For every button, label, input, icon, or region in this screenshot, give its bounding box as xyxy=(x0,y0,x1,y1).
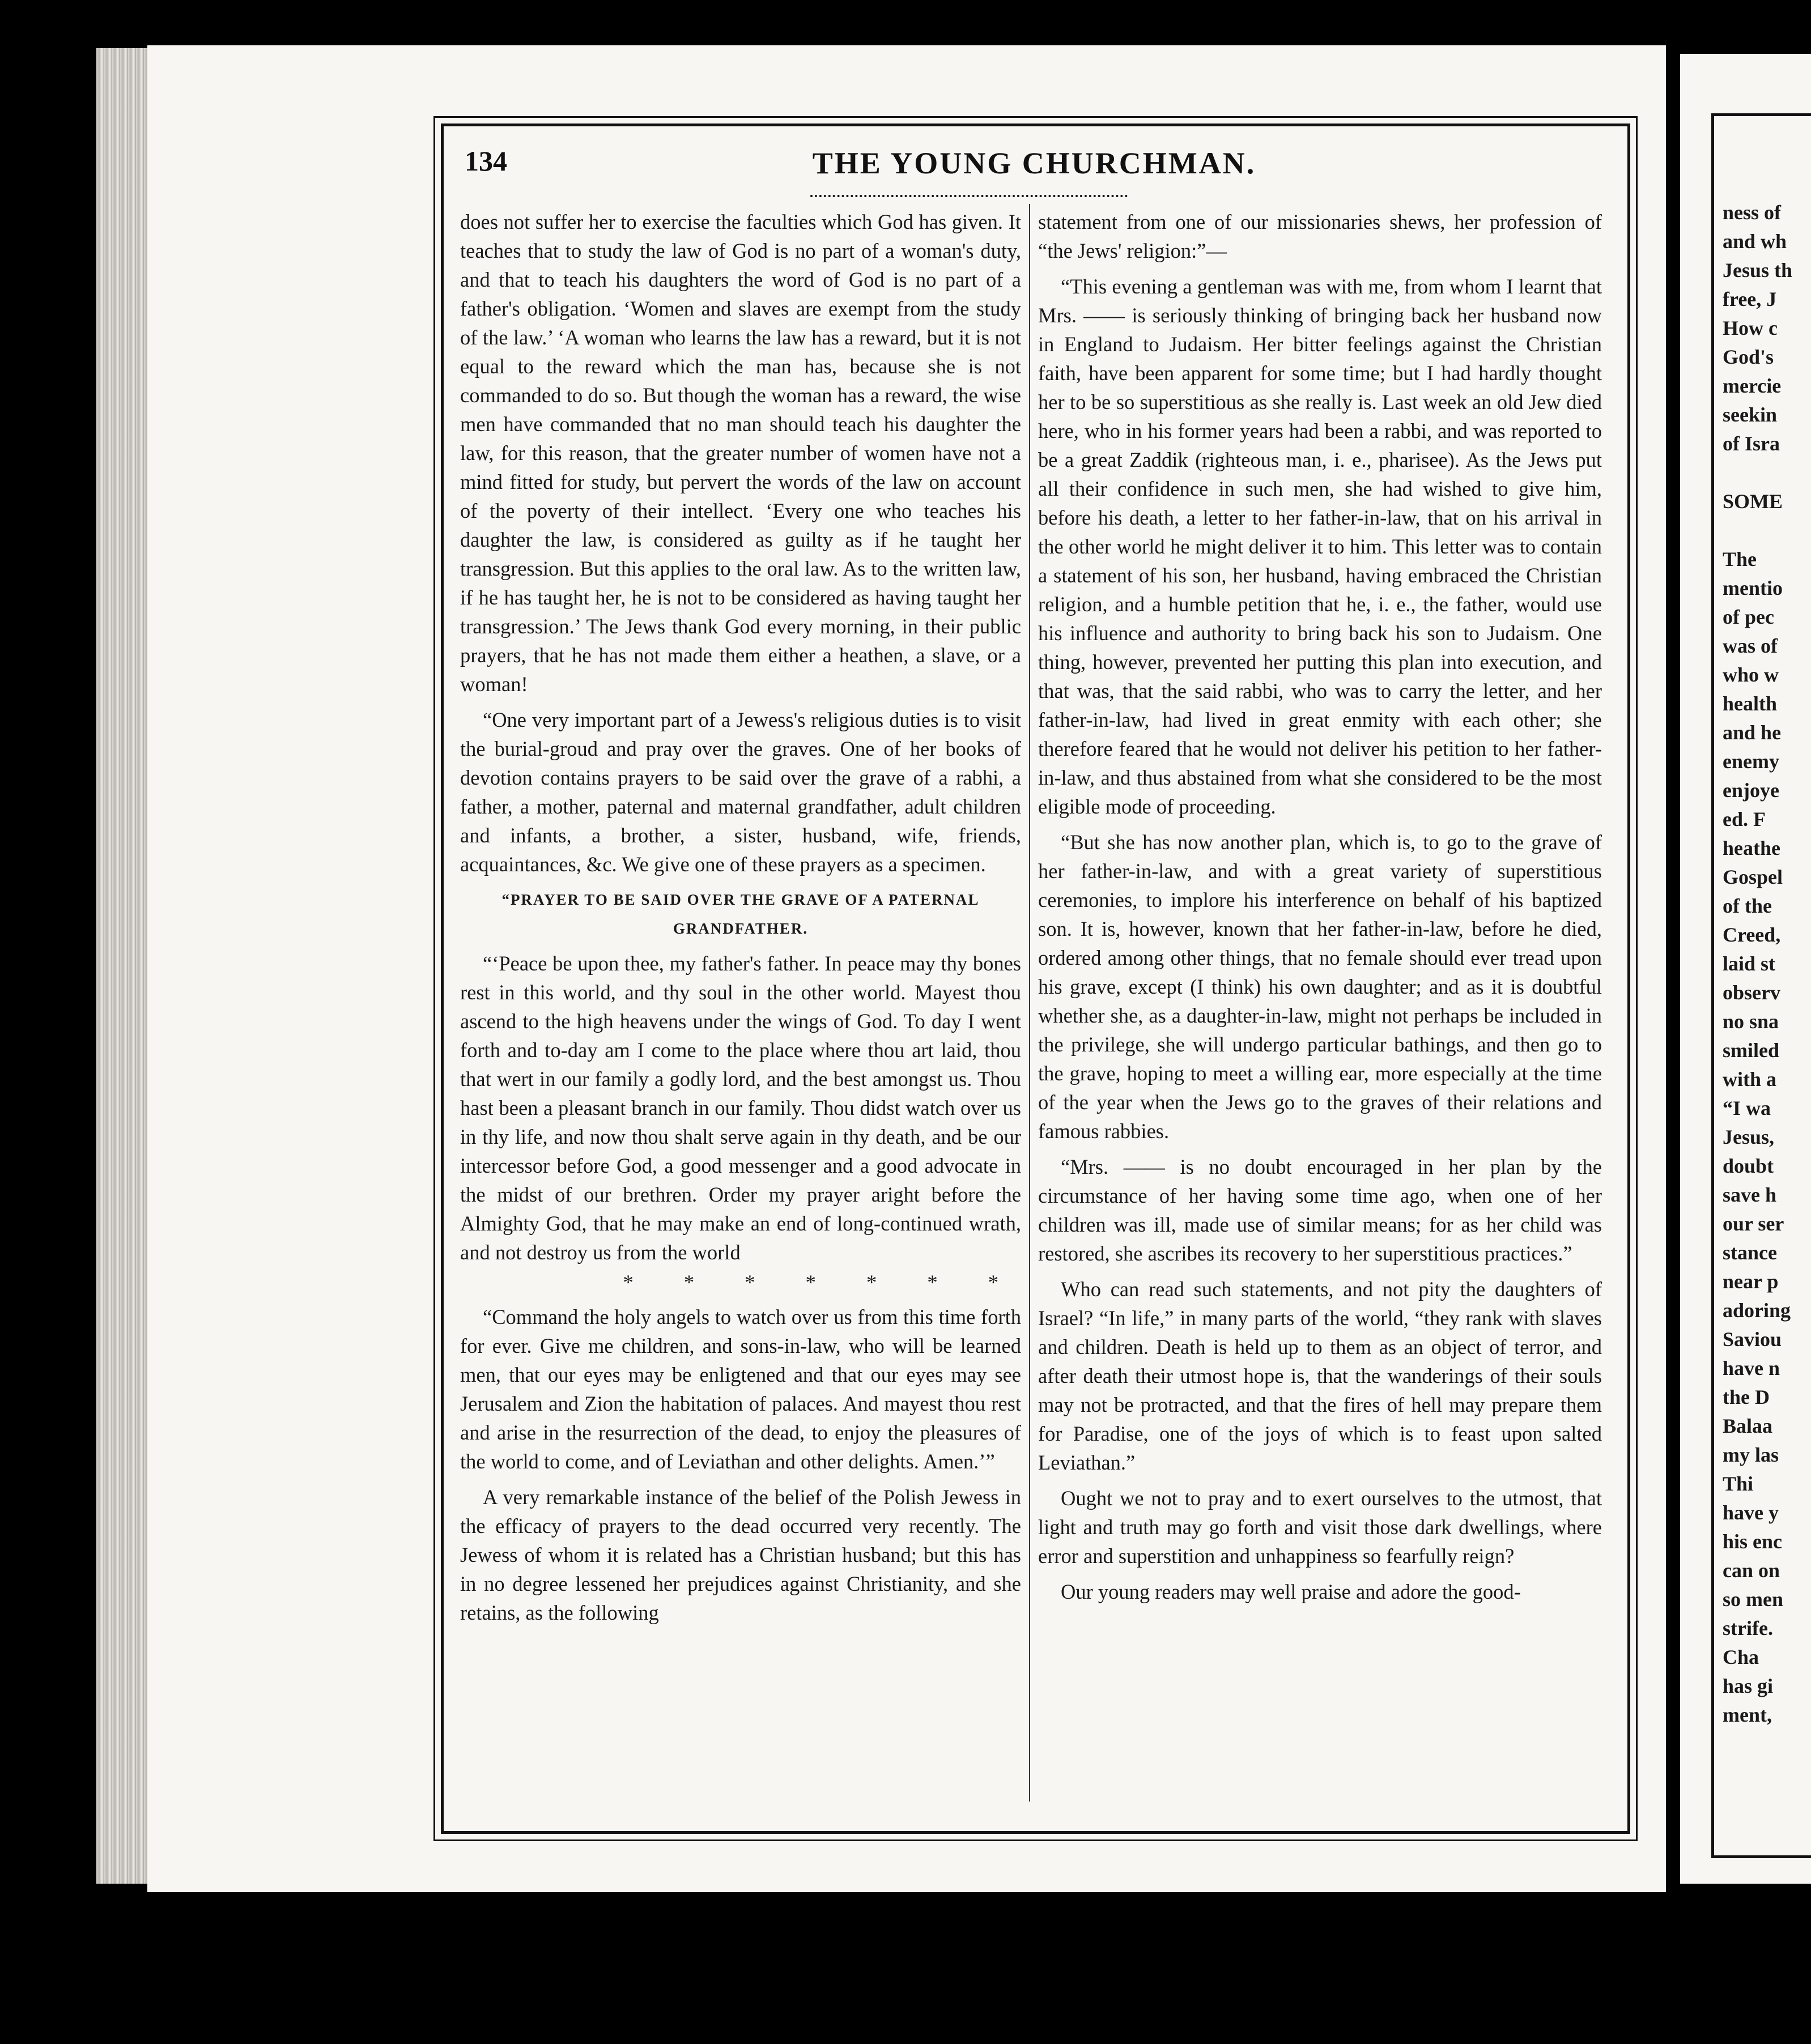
facing-line: free, J xyxy=(1723,288,1777,310)
facing-line: Saviou xyxy=(1723,1328,1782,1351)
paragraph: “But she has now another plan, which is, to go to the grave of her father-in-law, and with a great variety of superstitious ceremonies, to implore his interference on behalf of his baptized son. It is, however, known that her father-in-law, before he died, ordered among other things, that no female should ever tread upon his grave, except (I think) his own daughter; and as it is doubtful whether she, as a daughter-in-law, might not perhaps be included in the privilege, she will undergo particular bathings, and then go to the grave, hoping to meet a willing ear, more especially at the time of the year when the Jews go to the graves of their relations and famous rabbies. xyxy=(1038,831,1602,1143)
facing-line: our ser xyxy=(1723,1212,1784,1235)
facing-line: ness of xyxy=(1723,201,1782,224)
facing-line xyxy=(1723,516,1811,545)
facing-line: God's xyxy=(1723,346,1774,368)
facing-line: laid st xyxy=(1723,952,1776,975)
facing-line: has gi xyxy=(1723,1675,1774,1697)
facing-line: no sna xyxy=(1723,1010,1779,1033)
facing-page-text xyxy=(1723,198,1811,1730)
paragraph: “Command the holy angels to watch over us from this time forth for ever. Give me children, and sons-in-law, who will be learned men, that our eyes may be enligtened and that our eyes may see Jerusalem and Zion the habitation of palaces. And mayest thou rest and arise in the resurrection of the dead, to enjoy the pleasures of the world to come, and of Leviathan and other delights. Amen.’” xyxy=(460,1305,1021,1473)
facing-line: and wh xyxy=(1723,230,1787,253)
paragraph: “Mrs. —— is no doubt encouraged in her plan by the circumstance of her having some time ago, when one of her children was ill, made use of similar means; for as her child was restored, she ascribes its recovery to her superstitious practices.” xyxy=(1038,1155,1602,1265)
right-column xyxy=(1038,207,1602,1805)
facing-line: was of xyxy=(1723,635,1778,657)
facing-line: Creed, xyxy=(1723,923,1781,946)
prayer-heading: “PRAYER TO BE SAID OVER THE GRAVE OF A PATERNAL GRANDFATHER. xyxy=(501,891,980,937)
facing-line: Cha xyxy=(1723,1646,1759,1668)
facing-line: “I wa xyxy=(1723,1097,1771,1119)
paragraph: A very remarkable instance of the belief of the Polish Jewess in the efficacy of prayers to the dead occurred very recently. The Jewess of whom it is related has a Christian husband; but this has in no degree lessened her prejudices against Christianity, and she retains, as the following xyxy=(460,1485,1021,1624)
facing-line: Thi xyxy=(1723,1472,1754,1495)
facing-line: his enc xyxy=(1723,1530,1783,1553)
facing-line: observ xyxy=(1723,981,1780,1004)
facing-line: mercie xyxy=(1723,374,1782,397)
facing-line: Balaa xyxy=(1723,1415,1773,1437)
facing-line: Jesus, xyxy=(1723,1126,1775,1148)
paragraph: “‘Peace be upon thee, my father's father. In peace may thy bones rest in this world, and thy soul in the other world. Mayest thou ascend to the high heavens under the wings of God. To day I went forth and to-day am I come to the place where thou art laid, thou that wert in our family a godly lord, and the best amongst us. Thou hast been a pleasant branch in our family. Thou didst watch over us in thy life, and now thou shalt serve again in thy death, and be our intercessor before God, a good messenger and a good advocate in the midst of our brethren. Order my prayer aright before the Almighty God, that he may make an end of long-continued wrath, and not destroy us from the world xyxy=(460,952,1021,1264)
facing-line: my las xyxy=(1723,1443,1779,1466)
paragraph: “This evening a gentleman was with me, from whom I learnt that Mrs. —— is seriously thinking of bringing back her husband now in England to Judaism. Her bitter feelings against the Christian faith, have been apparent for some time; but I had hardly thought her to be so superstitious as she really is. Last week an old Jew died here, who in his former years had been a rabbi, and was reported to be a great Zaddik (righteous man, i. e., pharisee). As the Jews put all their confidence in such men, she had wished to give him, before his death, a letter to her father-in-law, that on his arrival in the other world he might deliver it to him. This letter was to contain a statement of his son, her husband, having embraced the Christian religion, and a humble petition that he, i. e., the father, would use his influence and authority to bring back his son to Judaism. One thing, however, prevented her putting this plan into execution, and that was, that the said rabbi, who was to carry the letter, and her father-in-law, had lived in great enmity with each other; she therefore feared that he would not deliver his petition to her father-in-law, and thus abstained from what she considered to be the most eligible mode of proceeding. xyxy=(1038,275,1602,818)
facing-line: the D xyxy=(1723,1386,1770,1408)
facing-line: who w xyxy=(1723,663,1779,686)
paragraph: does not suffer her to exercise the faculties which God has given. It teaches that to study the law of God is no part of a woman's duty, and that to teach his daughters the word of God is no part of a father's obligation. ‘Women and slaves are exempt from the study of the law.’ ‘A woman who learns the law has a reward, but it is not equal to the reward which the man has, because she is not commanded to do so. But though the woman has a reward, the wise men have commanded that no man should teach his daughter the law, for this reason, that the greater number of women have not a mind fitted for study, but pervert the words of the law on account of the poverty of their intellect. ‘Every one who teaches his daughter the law, is considered as guilty as if he taught her transgression. But this applies to the oral law. As to the written law, if he has taught her, he is not to be considered as having taught her transgression.’ The Jews thank God every morning, in their public prayers, that he has not made them either a heathen, a slave, or a woman! xyxy=(460,210,1021,696)
facing-line: with a xyxy=(1723,1068,1777,1091)
facing-line: doubt xyxy=(1723,1155,1774,1177)
facing-line: have y xyxy=(1723,1501,1779,1524)
facing-line: health xyxy=(1723,692,1778,715)
left-column xyxy=(460,207,1021,1805)
page-number: 134 xyxy=(465,145,507,177)
facing-line: Gospel xyxy=(1723,866,1783,888)
paragraph: Ought we not to pray and to exert ourselves to the utmost, that light and truth may go forth and visit those dark dwellings, where error and superstition and unhappiness so fearfully reign? xyxy=(1038,1487,1602,1568)
header-ornament xyxy=(810,187,1128,197)
facing-line: smiled xyxy=(1723,1039,1780,1062)
facing-line: enemy xyxy=(1723,750,1779,773)
paragraph: Who can read such statements, and not pity the daughters of Israel? “In life,” in many parts of the world, “they rank with slaves and children. Death is held up to them as an object of terror, and after death their utmost hope is, that the wanderings of their souls may not be protracted, and that the fires of hell may prepare them for Paradise, one of the joys of which is to feast upon salted Leviathan.” xyxy=(1038,1278,1602,1474)
facing-line: of Isra xyxy=(1723,432,1780,455)
facing-line xyxy=(1723,458,1811,487)
facing-line: ed. F xyxy=(1723,808,1766,831)
facing-line: adoring xyxy=(1723,1299,1791,1322)
facing-line: of pec xyxy=(1723,606,1774,628)
facing-line: have n xyxy=(1723,1357,1780,1379)
facing-line: Jesus th xyxy=(1723,259,1793,282)
paragraph: “One very important part of a Jewess's religious duties is to visit the burial-groud and pray over the graves. One of her books of devotion contains prayers to be said over the grave of a rabhi, a father, a mother, paternal and maternal grandfather, adult children and infants, a brother, a sister, husband, wife, friends, acquaintances, &c. We give one of these prayers as a specimen. xyxy=(460,708,1021,876)
facing-line: The xyxy=(1723,548,1757,570)
facing-line: SOME xyxy=(1723,490,1783,513)
facing-line: save h xyxy=(1723,1183,1777,1206)
facing-line: near p xyxy=(1723,1270,1779,1293)
facing-line: so men xyxy=(1723,1588,1783,1611)
facing-line: heathe xyxy=(1723,837,1780,859)
facing-line: strife. xyxy=(1723,1617,1773,1640)
paragraph: Our young readers may well praise and adore the good- xyxy=(1061,1580,1521,1603)
facing-line: of the xyxy=(1723,895,1772,917)
ellipsis-stars: * * * * * * * xyxy=(623,1271,1021,1294)
running-title: THE YOUNG CHURCHMAN. xyxy=(812,146,1256,180)
page-header xyxy=(453,144,1615,190)
facing-line: can on xyxy=(1723,1559,1780,1582)
facing-line: seekin xyxy=(1723,403,1778,426)
facing-line: enjoye xyxy=(1723,779,1779,802)
paragraph: statement from one of our missionaries shews, her profession of “the Jews' religion:”— xyxy=(1038,210,1602,262)
column-divider xyxy=(1029,204,1030,1802)
facing-line: mentio xyxy=(1723,577,1783,599)
facing-line: and he xyxy=(1723,721,1782,744)
facing-line: ment, xyxy=(1723,1704,1772,1726)
facing-line: How c xyxy=(1723,317,1778,339)
facing-line: stance xyxy=(1723,1241,1777,1264)
